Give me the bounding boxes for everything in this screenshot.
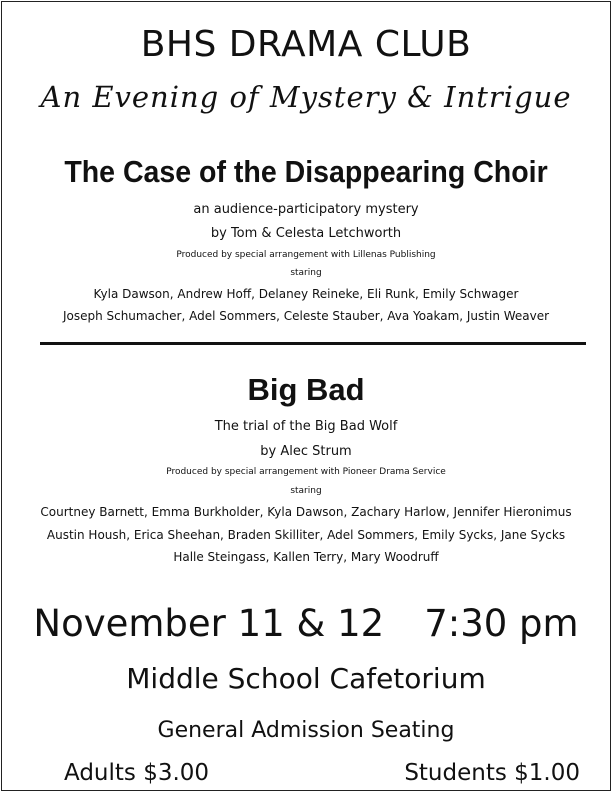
play1-cast-line2: Joseph Schumacher, Adel Sommers, Celeste Stauber, Ava Yoakam, Justin Weaver bbox=[62, 309, 550, 323]
play2-description: The trial of the Big Bad Wolf bbox=[214, 419, 398, 434]
play1-authors: by Tom & Celesta Letchworth bbox=[210, 226, 402, 241]
event-dates: November 11 & 12 bbox=[33, 602, 385, 645]
play1-arrangement: Produced by special arrangement with Lillenas Publishing bbox=[176, 250, 436, 260]
play1-staring-label: staring bbox=[290, 268, 322, 278]
play2-title: Big Bad bbox=[247, 372, 365, 407]
play2-cast-line1: Courtney Barnett, Emma Burkholder, Kyla Dawson, Zachary Harlow, Jennifer Hieronimus bbox=[40, 505, 572, 519]
flyer-page bbox=[1, 1, 611, 791]
event-venue: Middle School Cafetorium bbox=[126, 662, 486, 695]
students-price: Students $1.00 bbox=[404, 760, 580, 786]
adults-price: Adults $3.00 bbox=[64, 760, 210, 786]
play1-description: an audience-participatory mystery bbox=[193, 202, 419, 217]
play2-arrangement: Produced by special arrangement with Pioneer Drama Service bbox=[166, 467, 446, 477]
event-time: 7:30 pm bbox=[424, 602, 579, 645]
admission-info: General Admission Seating bbox=[157, 718, 455, 743]
play2-cast-line2: Austin Housh, Erica Sheehan, Braden Skilliter, Adel Sommers, Emily Sycks, Jane Sycks bbox=[46, 528, 566, 542]
play1-cast-line1: Kyla Dawson, Andrew Hoff, Delaney Reineke, Eli Runk, Emily Schwager bbox=[93, 287, 519, 301]
play2-authors: by Alec Strum bbox=[260, 444, 352, 459]
play2-cast-line3: Halle Steingass, Kallen Terry, Mary Woodruff bbox=[173, 550, 439, 564]
club-title: BHS DRAMA CLUB bbox=[140, 24, 472, 65]
play2-staring-label: staring bbox=[290, 486, 322, 496]
section-divider bbox=[40, 342, 586, 345]
event-date-time bbox=[2, 602, 610, 645]
play1-title: The Case of the Disappearing Choir bbox=[64, 154, 548, 189]
event-subtitle: An Evening of Mystery & Intrigue bbox=[40, 80, 572, 114]
